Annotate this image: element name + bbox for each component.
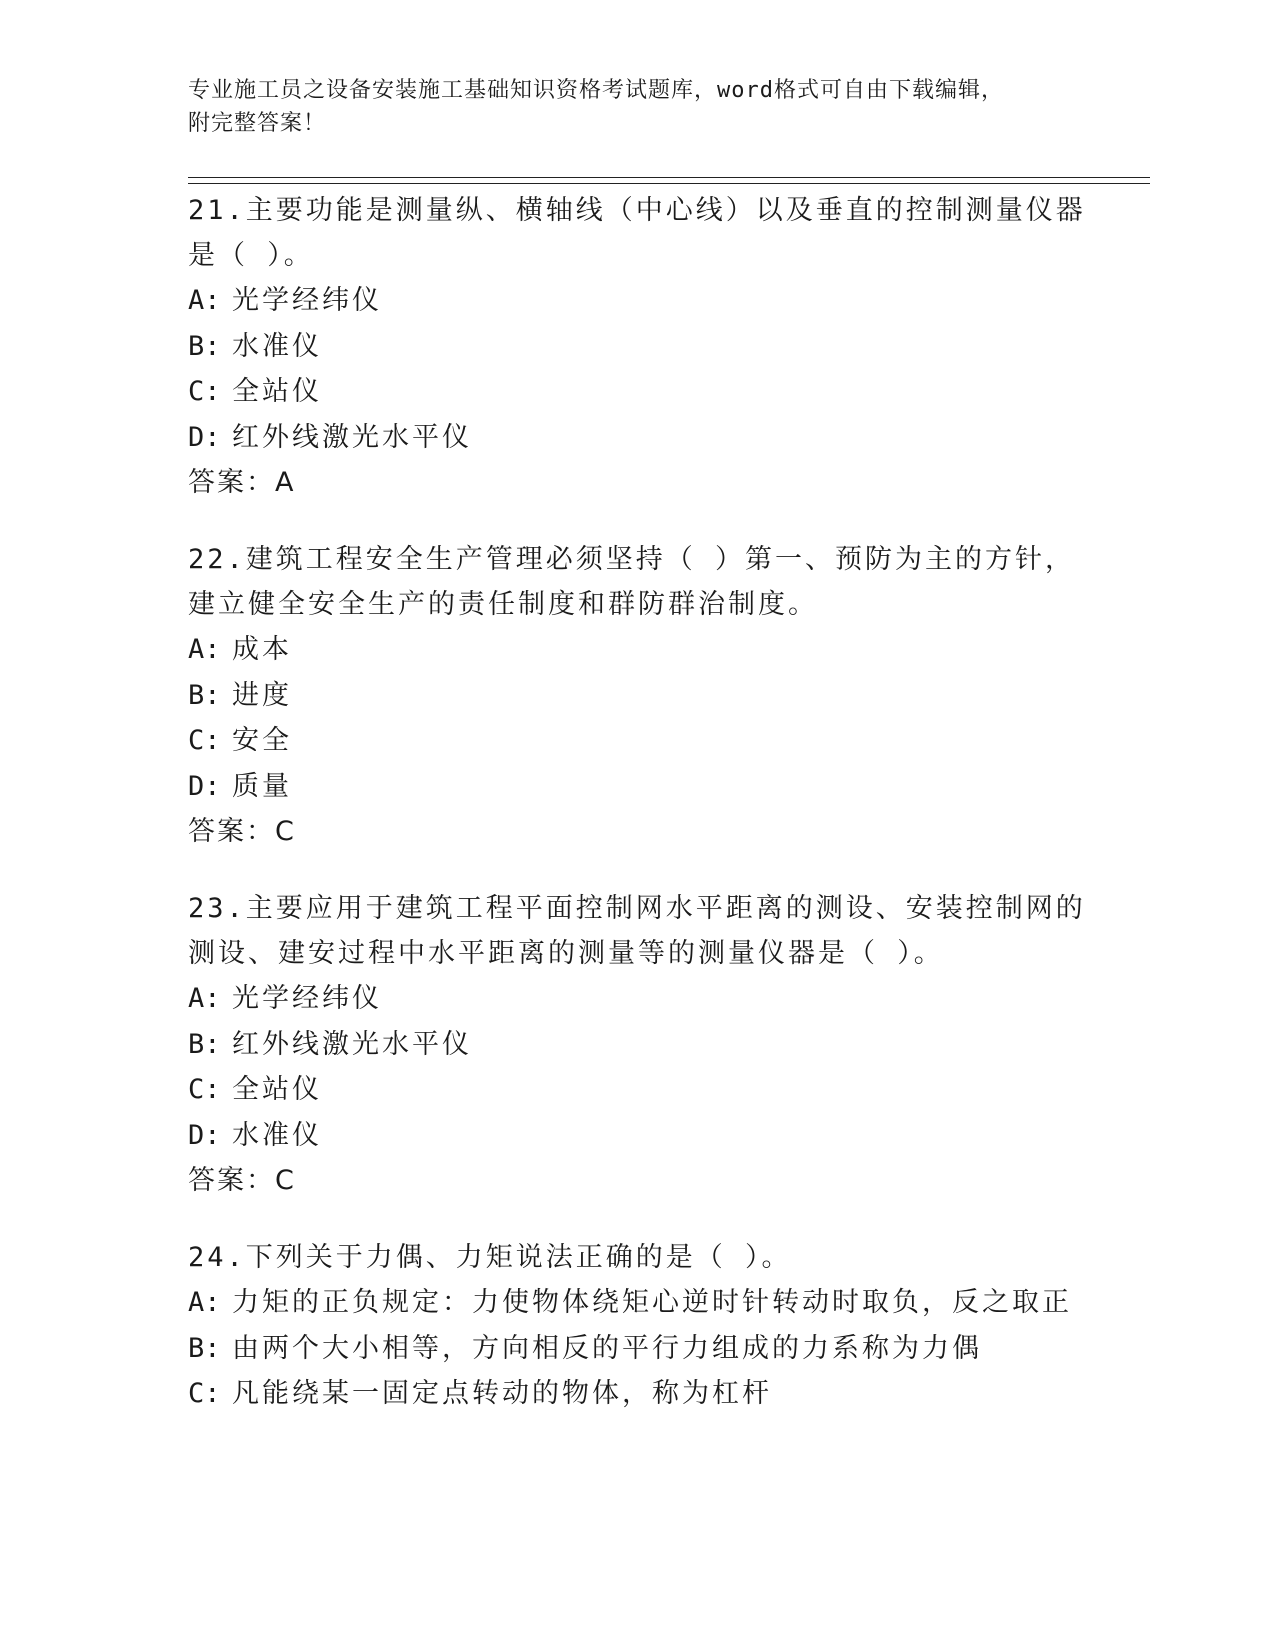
question-text: 21.主要功能是测量纵、横轴线（中心线）以及垂直的控制测量仪器是（ ）。 [188,195,1086,271]
option-a: A: 光学经纬仪 [188,285,382,316]
question-number: 24. [188,1242,246,1273]
option-list [188,278,1088,460]
option-d: D: 水准仪 [188,1119,322,1151]
header-divider-bottom [188,183,1150,184]
option-b: B: 进度 [188,679,292,711]
question-21 [188,188,1088,505]
answer-value: C [275,816,296,847]
answer: 答案：C [188,1165,296,1196]
question-number: 23. [188,893,246,924]
option-a: A: 成本 [188,634,292,665]
option-c: C: 安全 [188,725,292,756]
option-list [188,627,1088,809]
answer-value: A [275,467,296,498]
question-24 [188,1235,1088,1417]
header-line-1: 专业施工员之设备安装施工基础知识资格考试题库，word格式可自由下载编辑， [188,78,1004,103]
question-23 [188,886,1088,1203]
option-d: D: 质量 [188,770,292,802]
answer-value: C [275,1165,296,1196]
answer: 答案：C [188,816,296,847]
option-d: D: 红外线激光水平仪 [188,421,472,453]
document-header [188,74,1088,140]
option-a: A: 光学经纬仪 [188,983,382,1014]
question-text: 23.主要应用于建筑工程平面控制网水平距离的测设、安装控制网的测设、建安过程中水平距离的测量等的测量仪器是（ ）。 [188,893,1086,969]
option-b: B: 红外线激光水平仪 [188,1028,472,1060]
option-c: C: 全站仪 [188,1074,322,1105]
option-a: A: 力矩的正负规定：力使物体绕矩心逆时针转动时取负，反之取正 [188,1287,1072,1318]
question-number: 22. [188,544,246,575]
header-line-2: 附完整答案！ [188,111,327,136]
option-list [188,976,1088,1158]
question-number: 21. [188,195,246,226]
option-list [188,1280,1088,1417]
question-text: 22.建筑工程安全生产管理必须坚持（ ）第一、预防为主的方针，建立健全安全生产的责任制度和群防群治制度。 [188,544,1076,620]
question-22 [188,537,1088,854]
option-c: C: 全站仪 [188,376,322,407]
header-divider-top [188,177,1150,178]
question-text: 24.下列关于力偶、力矩说法正确的是（ ）。 [188,1242,792,1273]
option-c: C: 凡能绕某一固定点转动的物体，称为杠杆 [188,1378,772,1409]
answer: 答案：A [188,467,296,498]
option-b: B: 水准仪 [188,330,322,362]
option-b: B: 由两个大小相等，方向相反的平行力组成的力系称为力偶 [188,1332,982,1364]
